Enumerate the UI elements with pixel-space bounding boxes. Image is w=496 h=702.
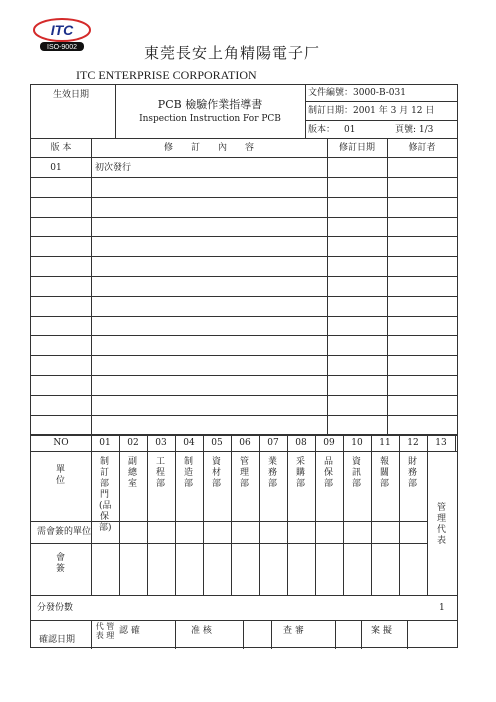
copies-label: 分發份數 [37, 603, 74, 613]
dept-number: 09 [323, 438, 335, 448]
dept-name: 資材部 [211, 457, 221, 489]
col-reviser: 修訂者 [408, 143, 436, 153]
company-name-en: ITC ENTERPRISE CORPORATION [76, 68, 257, 82]
dept-name: 報關部 [379, 457, 389, 489]
confirm-date-label: 確認日期 [39, 635, 76, 645]
dept-name: 副總室 [127, 457, 137, 489]
dept-number: 11 [379, 438, 391, 448]
page-number: 頁號: 1/3 [395, 125, 434, 135]
dept-name: 管理部 [239, 457, 249, 489]
dept-name: 品保部 [323, 457, 333, 489]
confirm-approve: 認 確 [119, 626, 140, 636]
sign-units-label: 需會簽的單位 [37, 527, 92, 537]
dept-number: 01 [99, 438, 111, 448]
approve-label: 准 核 [191, 626, 212, 636]
dept-name: 制造部 [183, 457, 193, 489]
row-version: 01 [50, 163, 62, 173]
col-content: 修 訂 內 容 [163, 143, 254, 153]
copies-value: 1 [439, 603, 445, 613]
doc-title-en: Inspection Instruction For PCB [139, 114, 281, 124]
dept-name: 制訂部門(品保部) [99, 457, 112, 533]
dept-number: 10 [351, 438, 363, 448]
dept-name: 財務部 [407, 457, 417, 489]
col-revision-date: 修訂日期 [338, 143, 375, 153]
dept-number: 13 [435, 438, 447, 448]
dept-number: 12 [407, 438, 419, 448]
check-label: 查 審 [283, 626, 304, 636]
unit-label: 單 位 [55, 465, 65, 486]
logo-cert: ISO-9002 [47, 44, 77, 51]
dept-number: 06 [239, 438, 251, 448]
version-label: 版本： [308, 125, 336, 135]
doc-title-cn: PCB 檢驗作業指導書 [157, 98, 263, 111]
dept-name: 業務部 [267, 457, 277, 489]
dept-number: 08 [295, 438, 307, 448]
effective-date-label: 生效日期 [53, 90, 90, 100]
confirm-rep: 代 管 表 理 [95, 622, 115, 640]
dept-name: 采購部 [295, 457, 305, 489]
no-label: NO [53, 438, 69, 448]
dept-number: 04 [183, 438, 195, 448]
version-value: 01 [344, 125, 356, 135]
dept-number: 07 [267, 438, 279, 448]
itc-logo [30, 16, 94, 52]
company-name-cn: 東莞長安上角精陽電子厂 [144, 44, 321, 62]
row-content: 初次發行 [95, 163, 132, 173]
dept-name: 工程部 [155, 457, 165, 489]
dept-number: 05 [211, 438, 223, 448]
form-sheet [30, 84, 458, 648]
doc-number: 文件編號：3000-B-031 [308, 88, 406, 98]
issue-date: 制訂日期：2001 年 3 月 12 日 [308, 106, 435, 116]
draft-label: 案 擬 [371, 626, 392, 636]
col-version: 版 本 [50, 143, 72, 153]
countersign-label: 會 簽 [55, 553, 65, 574]
dept-name: 資訊部 [351, 457, 361, 489]
dept-number: 03 [155, 438, 167, 448]
dept-number: 02 [127, 438, 139, 448]
logo-brand: ITC [50, 22, 74, 38]
mgmt-rep-label: 管理代表 [436, 503, 446, 546]
